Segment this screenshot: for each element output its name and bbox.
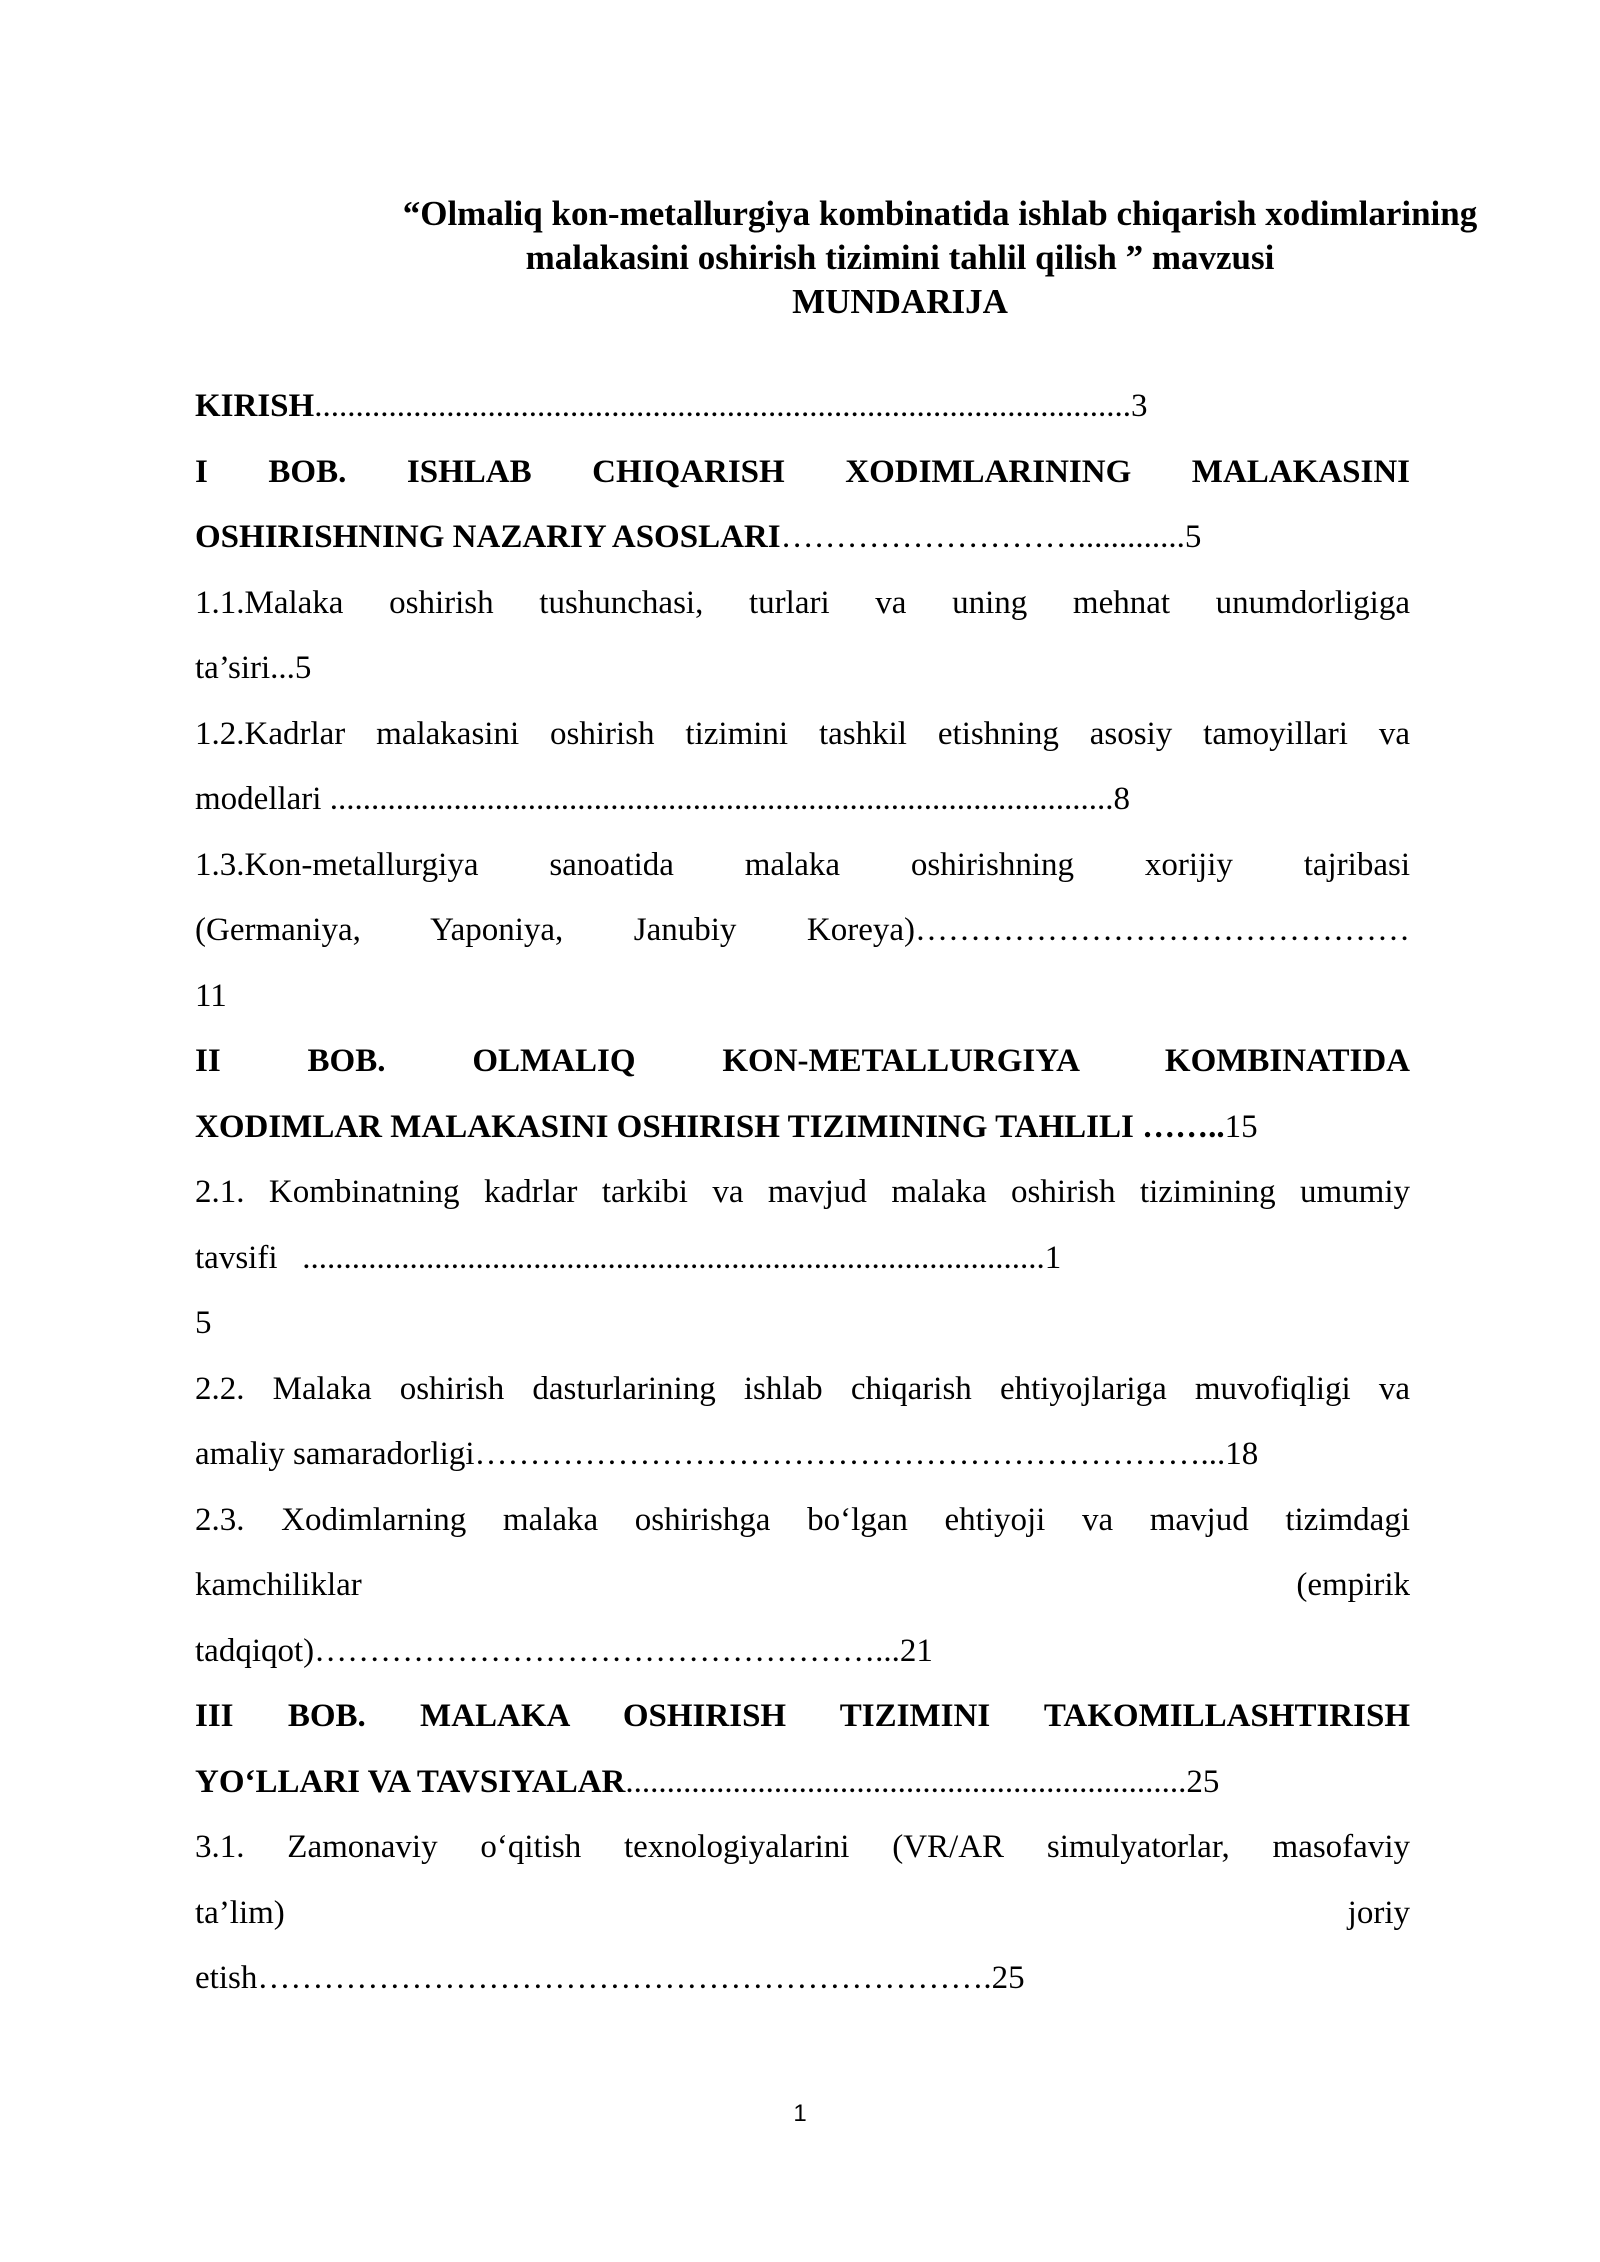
toc-label: modellari xyxy=(195,781,322,817)
toc-text: 1.2.Kadrlar malakasini oshirish tizimini tashkil etishning asosiy tamoyillari va xyxy=(195,715,1410,752)
toc-text: tadqiqot)……………………………………………...21 xyxy=(195,1632,933,1669)
toc-label: XODIMLAR MALAKASINI OSHIRISH TIZIMINING TAHLILI xyxy=(195,1108,1134,1145)
toc-page: 11 xyxy=(195,977,227,1014)
toc-dots: ………………………............. xyxy=(780,519,1185,555)
toc-text: etish………………………………………………………….25 xyxy=(195,1960,1025,1996)
toc-entry-1-3 xyxy=(195,833,1410,1030)
toc-dots: …….. xyxy=(1133,1108,1225,1145)
toc-text: kamchiliklar xyxy=(195,1567,362,1603)
toc-page: 8 xyxy=(1113,781,1130,817)
toc-entry-chapter-3 xyxy=(195,1684,1410,1815)
toc-entry-kirish xyxy=(195,374,1410,440)
toc-entry-2-2 xyxy=(195,1357,1410,1488)
table-of-contents xyxy=(195,374,1410,2012)
toc-dots: ................................................................................................... xyxy=(314,388,1131,424)
toc-text: (empirik xyxy=(1296,1567,1410,1603)
document-title xyxy=(200,192,1600,324)
toc-page: 5 xyxy=(195,1305,212,1341)
toc-text: 3.1. Zamonaviy o‘qitish texnologiyalarini (VR/AR simulyatorlar, masofaviy xyxy=(195,1829,1410,1865)
contents-heading: MUNDARIJA xyxy=(792,282,1008,321)
toc-page: 5 xyxy=(1184,519,1202,555)
toc-label: YO‘LLARI VA TAVSIYALAR xyxy=(195,1763,626,1800)
toc-text: 2.3. Xodimlarning malaka oshirishga bo‘lgan ehtiyoji va mavjud tizimdagi xyxy=(195,1501,1410,1538)
toc-entry-2-1 xyxy=(195,1160,1410,1357)
title-line-2: malakasini oshirish tizimini tahlil qilish ” mavzusi xyxy=(525,238,1275,277)
toc-text: II BOB. OLMALIQ KON-METALLURGIYA KOMBINATIDA xyxy=(195,1043,1410,1079)
toc-entry-1-2 xyxy=(195,702,1410,833)
toc-dots: ............................................................................................... xyxy=(329,781,1114,817)
toc-text: ta’lim) xyxy=(195,1894,285,1931)
toc-text: joriy xyxy=(1347,1894,1410,1931)
toc-label: tavsifi xyxy=(195,1239,278,1276)
toc-dots: .................................................................... xyxy=(625,1763,1187,1800)
page-number: 1 xyxy=(793,2100,807,2127)
toc-text: III BOB. MALAKA OSHIRISH TIZIMINI TAKOMILLASHTIRISH xyxy=(195,1698,1410,1734)
toc-text: I BOB. ISHLAB CHIQARISH XODIMLARINING MALAKASINI xyxy=(195,453,1410,490)
toc-page: 1 xyxy=(1044,1239,1062,1276)
toc-text: (Germaniya, Yaponiya, Janubiy Koreya)……………………………………… xyxy=(195,912,1410,948)
title-line-1: “Olmaliq kon-metallurgiya kombinatida ishlab chiqarish xodimlarining xyxy=(402,194,1478,233)
toc-text: amaliy samaradorligi…………………………………………………………...18 xyxy=(195,1436,1259,1472)
toc-text: ta’siri...5 xyxy=(195,650,312,686)
toc-page: 25 xyxy=(1186,1763,1220,1800)
toc-entry-chapter-1 xyxy=(195,440,1410,571)
toc-entry-2-3 xyxy=(195,1488,1410,1685)
toc-label: OSHIRISHNING NAZARIY ASOSLARI xyxy=(195,519,781,555)
toc-text: 2.1. Kombinatning kadrlar tarkibi va mavjud malaka oshirish tizimining umumiy xyxy=(195,1174,1410,1210)
toc-entry-3-1 xyxy=(195,1815,1410,2012)
toc-entry-chapter-2 xyxy=(195,1029,1410,1160)
toc-dots: .......................................................................................... xyxy=(302,1239,1045,1276)
toc-text: 1.1.Malaka oshirish tushunchasi, turlari va uning mehnat unumdorligiga xyxy=(195,584,1410,621)
toc-text: 2.2. Malaka oshirish dasturlarining ishlab chiqarish ehtiyojlariga muvofiqligi va xyxy=(195,1370,1410,1407)
toc-label: KIRISH xyxy=(195,388,315,424)
toc-entry-1-1 xyxy=(195,571,1410,702)
toc-page: 15 xyxy=(1224,1108,1258,1145)
toc-page: 3 xyxy=(1130,388,1148,424)
toc-text: 1.3.Kon-metallurgiya sanoatida malaka oshirishning xorijiy tajribasi xyxy=(195,846,1410,883)
